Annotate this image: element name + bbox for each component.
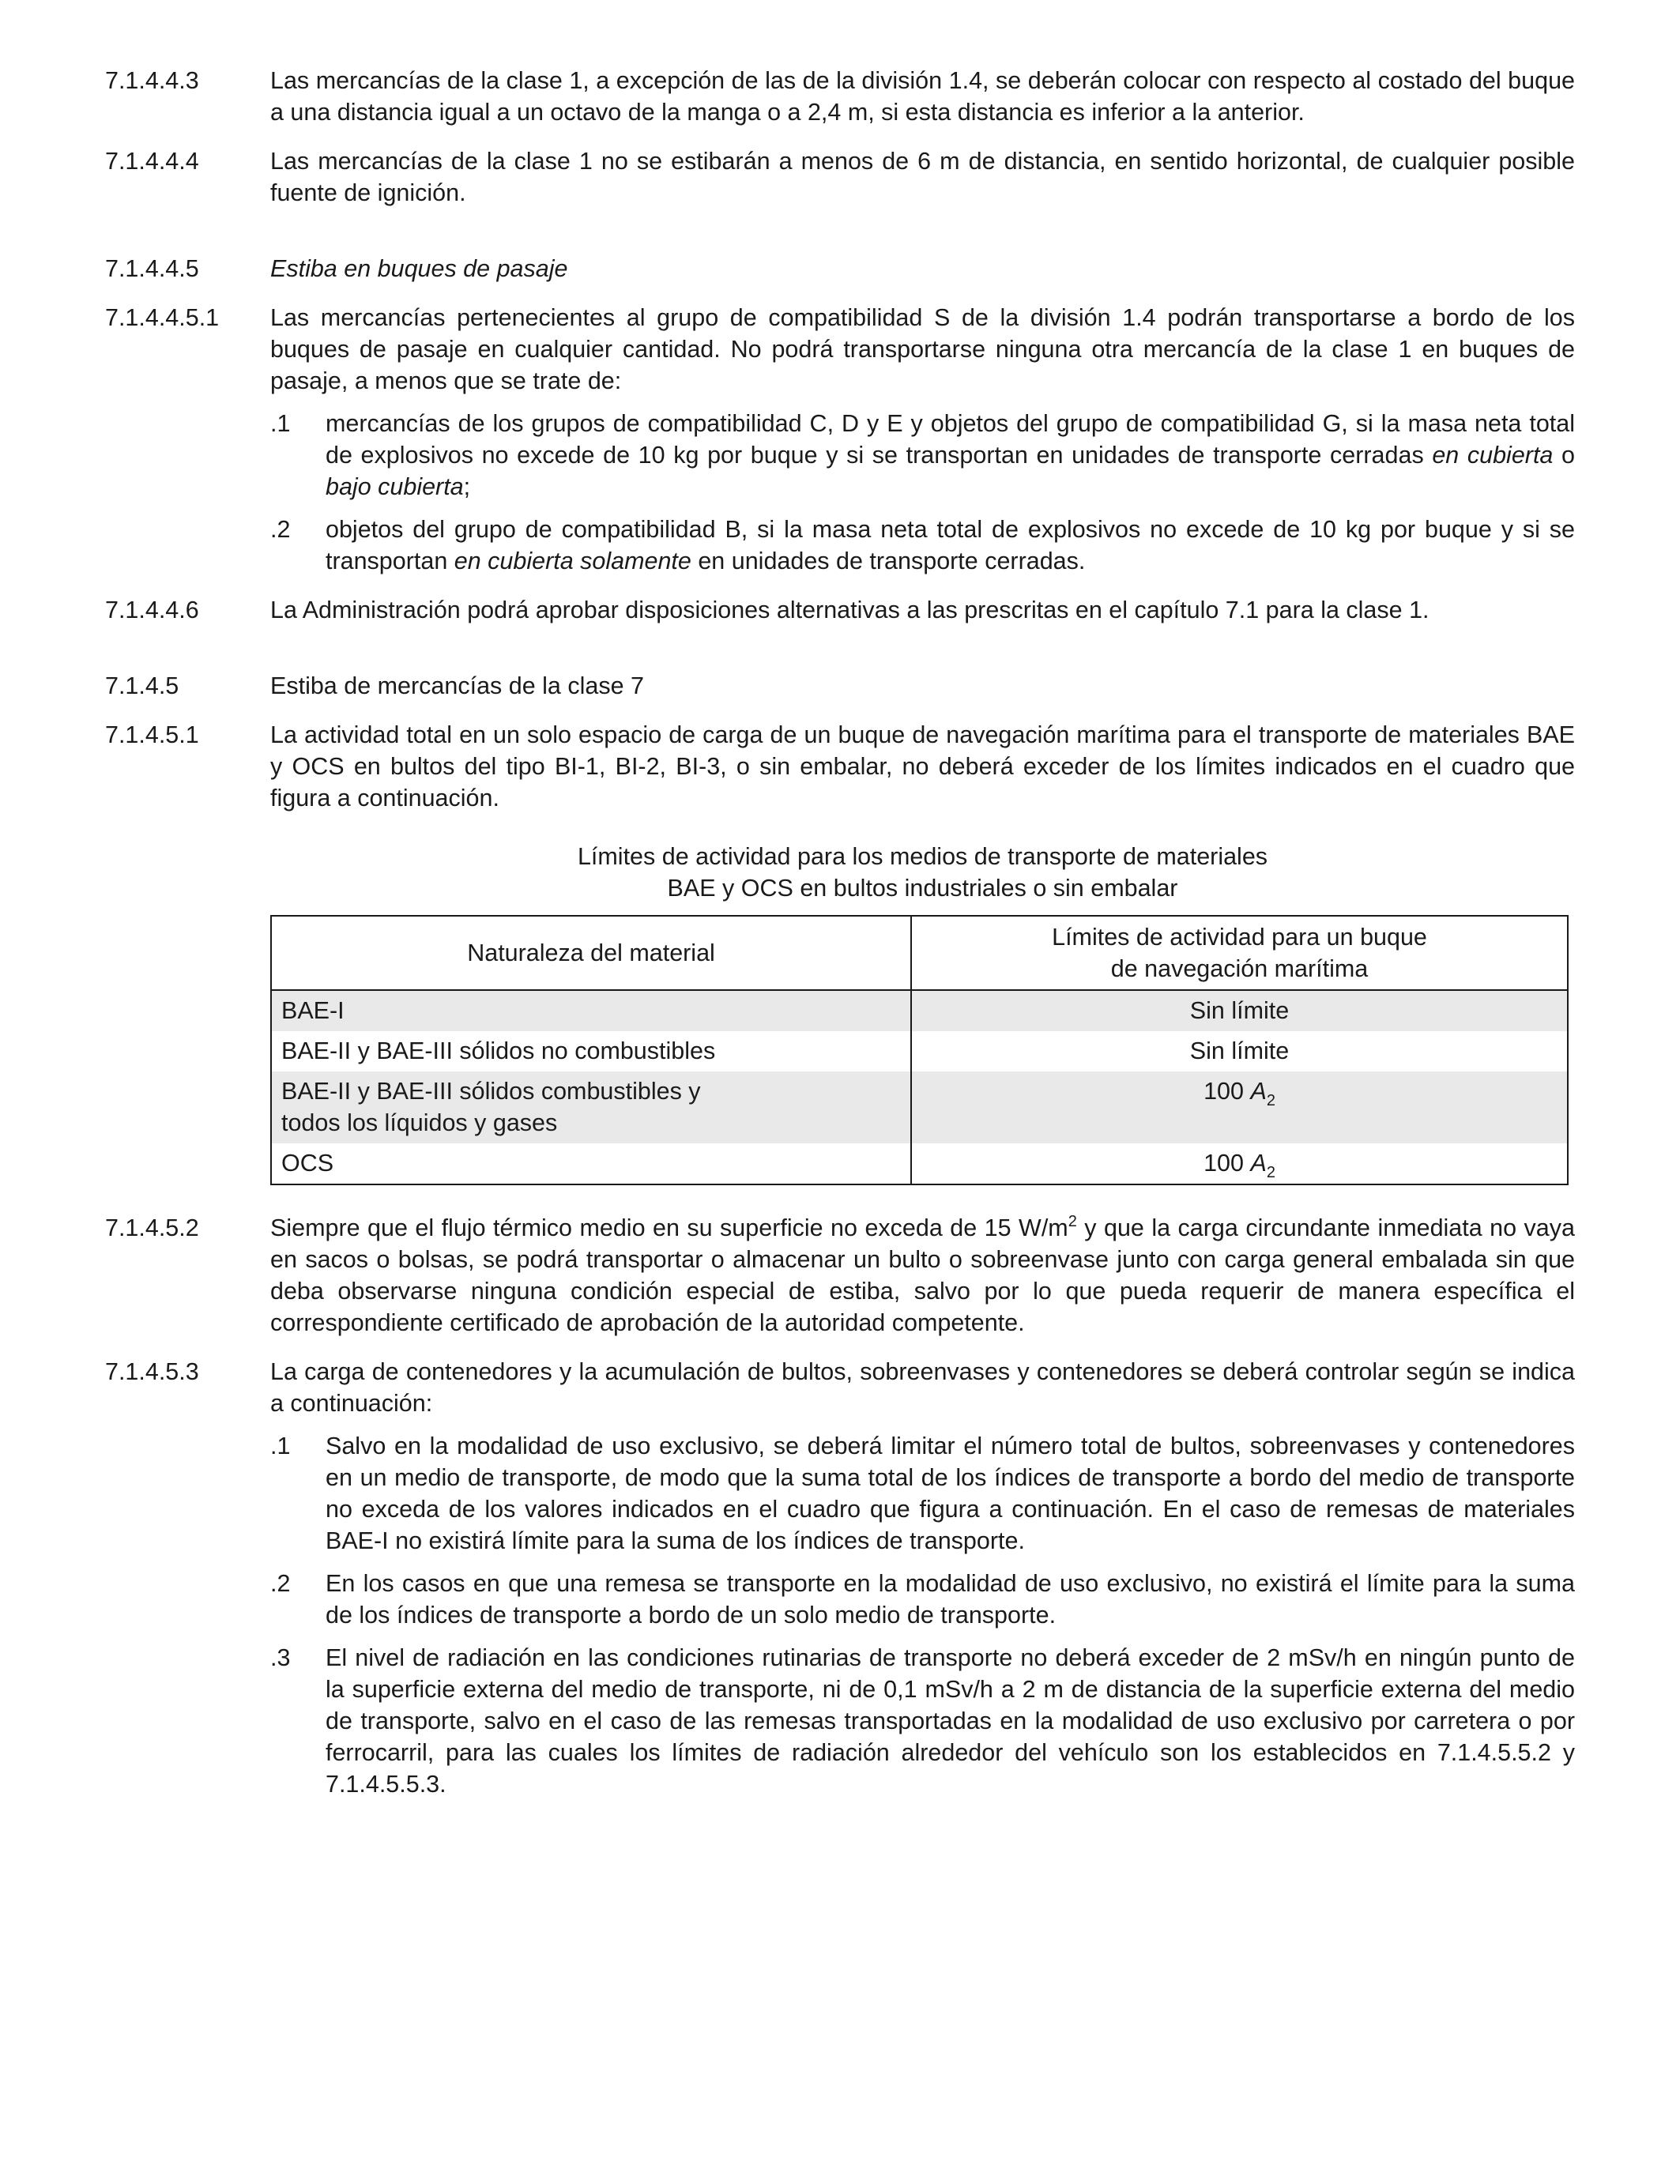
paragraph-7-1-4-4-4 — [105, 145, 1575, 209]
list-item-text: objetos del grupo de compatibilidad B, si la masa neta total de explosivos no excede de 10 kg por buque y si se transportan en cubierta solamente en unidades de transporte cerradas. — [326, 516, 1575, 574]
paragraph-text: La Administración podrá aprobar disposiciones alternativas a las prescritas en el capítulo 7.1 para la clase 1. — [270, 597, 1430, 623]
list-item-text: mercancías de los grupos de compatibilidad C, D y E y objetos del grupo de compatibilidad G, si la masa neta total de explosivos no excede de 10 kg por buque y si se transportan en unidades de transporte cerradas en cubierta o bajo cubierta; — [326, 410, 1575, 500]
list-item — [270, 1430, 1575, 1557]
paragraph-7-1-4-5-2 — [105, 1212, 1575, 1339]
table-header-row — [271, 916, 1568, 990]
limit-cell: Sin límite — [911, 990, 1568, 1031]
list-item — [270, 1568, 1575, 1631]
paragraph-text: La carga de contenedores y la acumulación de bultos, sobreenvases y contenedores se deberá controlar según se indica a continuación: — [270, 1358, 1575, 1417]
table-row — [271, 1031, 1568, 1071]
heading-number: 7.1.4.4.5 — [105, 255, 199, 282]
material-cell: BAE-II y BAE-III sólidos combustibles y todos los líquidos y gases — [271, 1071, 911, 1143]
paragraph-number: 7.1.4.4.3 — [105, 67, 199, 94]
list-item-number: .1 — [270, 1433, 291, 1459]
list-item-number: .2 — [270, 1570, 291, 1597]
heading-text: Estiba en buques de pasaje — [270, 255, 568, 282]
section-heading-7-1-4-4-5 — [105, 253, 1575, 284]
paragraph-number: 7.1.4.4.6 — [105, 597, 199, 623]
list-item — [270, 408, 1575, 503]
material-cell: OCS — [271, 1143, 911, 1184]
table-title — [105, 841, 1575, 904]
activity-limits-table — [270, 915, 1569, 1185]
paragraph-number: 7.1.4.5.3 — [105, 1358, 199, 1385]
table-title-line: BAE y OCS en bultos industriales o sin embalar — [667, 875, 1178, 902]
table-row — [271, 1071, 1568, 1143]
list-item-number: .2 — [270, 516, 291, 543]
table-row — [271, 990, 1568, 1031]
heading-text: Estiba de mercancías de la clase 7 — [270, 672, 645, 699]
paragraph-text: Las mercancías pertenecientes al grupo de compatibilidad S de la división 1.4 podrán transportarse a bordo de los buques de pasaje en cualquier cantidad. No podrá transportarse ninguna otra mercancía de la clase 1 en buques de pasaje, a menos que se trate de: — [270, 304, 1575, 394]
paragraph-text: Las mercancías de la clase 1, a excepción de las de la división 1.4, se deberán colocar con respecto al costado del buque a una distancia igual a un octavo de la manga o a 2,4 m, si esta distancia es inferior a la anterior. — [270, 67, 1575, 126]
limit-cell: 100 $A_2$ — [911, 1071, 1568, 1143]
list-item-text: El nivel de radiación en las condiciones rutinarias de transporte no deberá exceder de 2 mSv/h en ningún punto de la superficie externa del medio de transporte, ni de 0,1 mSv/h a 2 m de distancia de la superficie externa del medio de transporte, salvo en el caso de las remesas transportadas en la modalidad de uso exclusivo por carretera o por ferrocarril, para las cuales los límites de radiación alrededor del vehículo son los establecidos en 7.1.4.5.5.2 y 7.1.4.5.5.3. — [326, 1644, 1575, 1798]
paragraph-7-1-4-5-1 — [105, 719, 1575, 814]
paragraph-7-1-4-4-6 — [105, 594, 1575, 626]
list-item — [270, 514, 1575, 577]
paragraph-7-1-4-4-3 — [105, 65, 1575, 128]
column-header-limit: Límites de actividad para un buque de navegación marítima — [911, 916, 1568, 990]
material-cell: BAE-I — [271, 990, 911, 1031]
table-title-line: Límites de actividad para los medios de transporte de materiales — [577, 843, 1268, 870]
list-item-number: .1 — [270, 410, 291, 437]
limit-cell: 100 $A_2$ — [911, 1143, 1568, 1184]
paragraph-7-1-4-5-3 — [105, 1356, 1575, 1800]
heading-number: 7.1.4.5 — [105, 672, 179, 699]
paragraph-number: 7.1.4.5.2 — [105, 1214, 199, 1241]
list-item — [270, 1642, 1575, 1800]
document-page — [105, 65, 1575, 1800]
list-item-text: Salvo en la modalidad de uso exclusivo, se deberá limitar el número total de bultos, sobreenvases y contenedores en un medio de transporte, de modo que la suma total de los índices de transporte a bordo del medio de transporte no exceda de los valores indicados en el cuadro que figura a continuación. En el caso de remesas de materiales BAE-I no existirá límite para la suma de los índices de transporte. — [326, 1433, 1575, 1554]
limit-cell: Sin límite — [911, 1031, 1568, 1071]
paragraph-text: Siempre que el flujo térmico medio en su superficie no exceda de 15 $W/m^2$ y que la carga circundante inmediata no vaya en sacos o bolsas, se podrá transportar o almacenar un bulto o sobreenvase junto con carga general embalada sin que deba observarse ninguna condición especial de estiba, salvo por lo que pueda requerir de manera específica el correspondiente certificado de aprobación de la autoridad competente. — [270, 1213, 1575, 1336]
table-row — [271, 1143, 1568, 1184]
paragraph-number: 7.1.4.4.4 — [105, 148, 199, 175]
paragraph-text: La actividad total en un solo espacio de carga de un buque de navegación marítima para el transporte de materiales BAE y OCS en bultos del tipo BI-1, BI-2, BI-3, o sin embalar, no deberá exceder de los límites indicados en el cuadro que figura a continuación. — [270, 721, 1575, 811]
section-heading-7-1-4-5 — [105, 670, 1575, 702]
paragraph-number: 7.1.4.4.5.1 — [105, 304, 220, 331]
paragraph-7-1-4-4-5-1 — [105, 302, 1575, 577]
material-cell: BAE-II y BAE-III sólidos no combustibles — [271, 1031, 911, 1071]
list-item-text: En los casos en que una remesa se transporte en la modalidad de uso exclusivo, no existirá el límite para la suma de los índices de transporte a bordo de un solo medio de transporte. — [326, 1570, 1575, 1629]
column-header-material: Naturaleza del material — [271, 916, 911, 990]
list-item-number: .3 — [270, 1644, 291, 1671]
paragraph-text: Las mercancías de la clase 1 no se estibarán a menos de 6 m de distancia, en sentido horizontal, de cualquier posible fuente de ignición. — [270, 148, 1575, 206]
paragraph-number: 7.1.4.5.1 — [105, 721, 199, 748]
